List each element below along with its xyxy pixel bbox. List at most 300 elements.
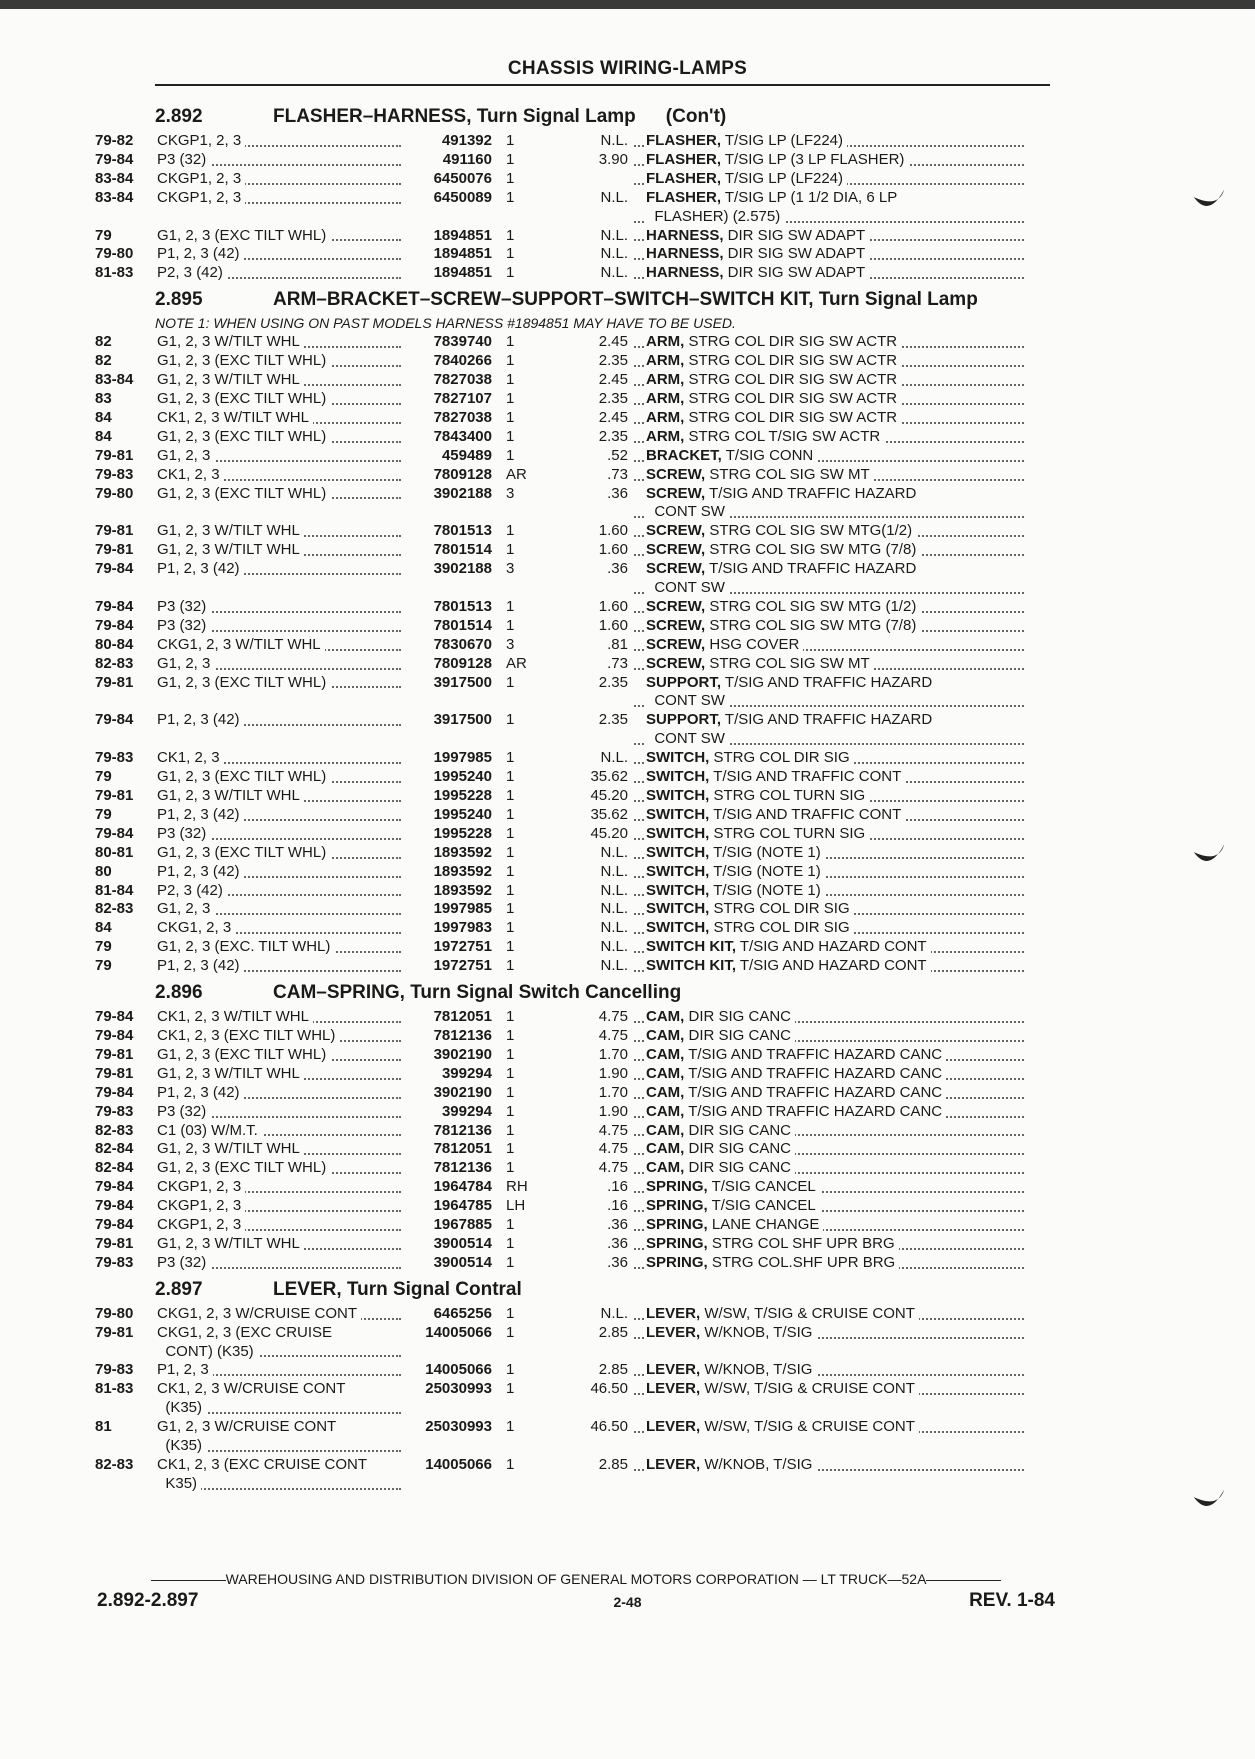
- price: 2.35: [598, 389, 628, 407]
- description-keyword: SWITCH,: [646, 843, 710, 861]
- description-detail: STRG COL SIG SW MT: [705, 654, 870, 672]
- part-number: 7830670: [433, 635, 492, 653]
- description-keyword: SWITCH,: [646, 749, 710, 767]
- section-number: 2.895: [155, 289, 203, 311]
- model-cell: [157, 1380, 407, 1418]
- section-title: [95, 289, 1055, 311]
- description-cell: [634, 1084, 1030, 1103]
- part-number: 1894851: [433, 245, 492, 263]
- description-cell: [634, 447, 1030, 466]
- description-text: [646, 1305, 919, 1322]
- quantity: 1: [506, 938, 515, 956]
- part-number: 25030993: [425, 1418, 492, 1436]
- model-year: 79-84: [95, 150, 134, 168]
- description-detail: DIR SIG CANC: [684, 1140, 792, 1158]
- model-cell: [157, 938, 407, 957]
- quantity: 1: [506, 1304, 515, 1322]
- description-text: [646, 806, 905, 823]
- model-cell: [157, 390, 407, 409]
- quantity: 1: [506, 408, 515, 426]
- part-number: 6450076: [433, 169, 492, 187]
- description-detail: STRG COL DIR SIG SW ACTR: [684, 333, 898, 351]
- model-text: G1, 2, 3 (EXC TILT WHL): [157, 1159, 330, 1176]
- part-number: 3902190: [433, 1083, 492, 1101]
- description-detail: T/SIG AND TRAFFIC HAZARD CANC: [684, 1064, 943, 1082]
- description-cell: [634, 409, 1030, 428]
- model-year: 84: [95, 919, 112, 937]
- quantity: 1: [506, 805, 515, 823]
- quantity: 1: [506, 264, 515, 282]
- table-row: [95, 522, 1055, 541]
- model-cell: [157, 227, 407, 246]
- model-cell: [157, 264, 407, 283]
- model-text: P3 (32): [157, 1103, 210, 1120]
- model-text: CKG1, 2, 3 (EXC CRUISE CONT) (K35): [157, 1323, 333, 1360]
- description-keyword: HARNESS,: [646, 264, 724, 282]
- model-cell: [157, 863, 407, 882]
- price: .36: [607, 1253, 628, 1271]
- description-detail: T/SIG (NOTE 1): [709, 843, 821, 861]
- model-cell: [157, 711, 407, 730]
- quantity: 1: [506, 1456, 515, 1473]
- section-heading-text: ARM–BRACKET–SCREW–SUPPORT–SWITCH–SWITCH KIT, Turn Signal Lamp: [273, 289, 978, 311]
- model-year: 83-84: [95, 371, 134, 389]
- price: 1.70: [598, 1083, 628, 1101]
- description-text: [646, 1159, 795, 1176]
- description-cell: [634, 1027, 1030, 1046]
- model-year: 79-84: [95, 711, 134, 729]
- description-text: [646, 1380, 919, 1397]
- description-text: [646, 768, 905, 785]
- table-row: [95, 674, 1055, 712]
- model-text: G1, 2, 3 W/TILT WHL: [157, 787, 304, 804]
- model-text: CKGP1, 2, 3: [157, 132, 245, 149]
- description-text: [646, 264, 869, 281]
- footer-division-text: WAREHOUSING AND DISTRIBUTION DIVISION OF GENERAL MOTORS CORPORATION — LT TRUCK—52A: [225, 1571, 927, 1587]
- section-heading-text: CAM–SPRING, Turn Signal Switch Cancelling: [273, 982, 682, 1004]
- table-row: [95, 132, 1055, 151]
- table-row: [95, 371, 1055, 390]
- model-year: 82-84: [95, 1159, 134, 1177]
- section-heading-text: LEVER, Turn Signal Contral: [273, 1278, 522, 1300]
- model-cell: [157, 352, 407, 371]
- price: 4.75: [598, 1008, 628, 1026]
- part-number: 7827038: [433, 408, 492, 426]
- description-text: [646, 1046, 946, 1063]
- part-number: 491392: [441, 132, 492, 149]
- description-keyword: ARM,: [646, 371, 685, 389]
- description-text: [646, 825, 869, 842]
- section-number: 2.896: [155, 982, 203, 1004]
- price: 35.62: [590, 805, 628, 823]
- description-keyword: CAM,: [646, 1026, 685, 1044]
- model-cell: [157, 1140, 407, 1159]
- table-row: [95, 541, 1055, 560]
- part-number: 14005066: [425, 1361, 492, 1379]
- quantity: 1: [506, 616, 515, 634]
- description-keyword: SCREW,: [646, 635, 706, 653]
- description-detail: W/KNOB, T/SIG: [700, 1456, 813, 1473]
- part-number: 1893592: [433, 881, 492, 899]
- description-detail: W/SW, T/SIG & CRUISE CONT: [700, 1418, 915, 1436]
- description-keyword: ARM,: [646, 352, 685, 370]
- description-cell: [634, 560, 1030, 598]
- model-text: CKGP1, 2, 3: [157, 1197, 245, 1214]
- quantity: RH: [506, 1178, 528, 1196]
- model-year: 79-83: [95, 1253, 134, 1271]
- part-number: 7827107: [433, 389, 492, 407]
- description-cell: [634, 957, 1030, 976]
- price: .81: [607, 635, 628, 653]
- description-text: [646, 1418, 919, 1435]
- model-text: G1, 2, 3 W/TILT WHL: [157, 333, 304, 350]
- model-cell: [157, 1065, 407, 1084]
- description-text: [646, 390, 901, 407]
- part-number: 3900514: [433, 1253, 492, 1271]
- description-detail: T/SIG LP (1 1/2 DIA, 6 LP FLASHER) (2.575): [654, 188, 898, 225]
- table-row: [95, 1103, 1055, 1122]
- model-text: P1, 2, 3 (42): [157, 711, 244, 728]
- table-row: [95, 806, 1055, 825]
- description-cell: [634, 428, 1030, 447]
- part-number: 3902188: [433, 484, 492, 502]
- description-cell: [634, 711, 1030, 749]
- table-row: [95, 1235, 1055, 1254]
- part-number: 1893592: [433, 862, 492, 880]
- table-row: [95, 617, 1055, 636]
- price: 2.35: [598, 673, 628, 691]
- description-detail: T/SIG AND HAZARD CONT: [736, 938, 927, 956]
- part-number: 1995240: [433, 805, 492, 823]
- description-detail: W/SW, T/SIG & CRUISE CONT: [700, 1380, 915, 1398]
- quantity: 1: [506, 169, 515, 187]
- description-detail: STRG COL SIG SW MTG (1/2): [705, 597, 917, 615]
- description-cell: [634, 352, 1030, 371]
- table-row: [95, 390, 1055, 409]
- model-year: 79-81: [95, 446, 134, 464]
- description-detail: W/KNOB, T/SIG: [700, 1361, 813, 1379]
- part-number: 3917500: [433, 673, 492, 691]
- description-cell: [634, 1197, 1030, 1216]
- table-row: [95, 170, 1055, 189]
- price: 4.75: [598, 1140, 628, 1158]
- part-number: 3902188: [433, 560, 492, 578]
- description-cell: [634, 1456, 1030, 1475]
- description-keyword: ARM,: [646, 389, 685, 407]
- table-row: [95, 151, 1055, 170]
- model-year: 79-84: [95, 824, 134, 842]
- model-year: 79-84: [95, 597, 134, 615]
- model-text: CK1, 2, 3 W/TILT WHL: [157, 1008, 313, 1025]
- section-heading: [273, 289, 1055, 311]
- description-keyword: SCREW,: [646, 541, 706, 559]
- table-row: [95, 655, 1055, 674]
- table-row: [95, 844, 1055, 863]
- model-text: G1, 2, 3 (EXC TILT WHL): [157, 1046, 330, 1063]
- price: .73: [607, 654, 628, 672]
- description-cell: [634, 806, 1030, 825]
- section-heading-text: FLASHER–HARNESS, Turn Signal Lamp: [273, 106, 636, 127]
- description-keyword: SWITCH,: [646, 881, 710, 899]
- price: 1.90: [598, 1102, 628, 1120]
- table-row: [95, 1178, 1055, 1197]
- description-keyword: SPRING,: [646, 1197, 708, 1215]
- description-keyword: LEVER,: [646, 1304, 701, 1322]
- model-text: P3 (32): [157, 617, 210, 634]
- description-cell: [634, 768, 1030, 787]
- description-detail: STRG COL DIR SIG SW ACTR: [684, 408, 898, 426]
- model-text: G1, 2, 3: [157, 900, 214, 917]
- description-cell: [634, 522, 1030, 541]
- description-cell: [634, 900, 1030, 919]
- model-cell: [157, 466, 407, 485]
- model-text: CK1, 2, 3 (EXC TILT WHL): [157, 1027, 339, 1044]
- price: N.L.: [600, 900, 628, 918]
- model-cell: [157, 245, 407, 264]
- description-keyword: SCREW,: [646, 522, 706, 540]
- quantity: 3: [506, 635, 515, 653]
- model-cell: [157, 844, 407, 863]
- model-text: P2, 3 (42): [157, 882, 227, 899]
- description-keyword: CAM,: [646, 1045, 685, 1063]
- part-number: 7812136: [433, 1026, 492, 1044]
- model-year: 79-80: [95, 1304, 134, 1322]
- description-detail: STRG COL SIG SW MTG (7/8): [705, 541, 917, 559]
- model-text: G1, 2, 3 W/TILT WHL: [157, 1065, 304, 1082]
- model-year: 79-84: [95, 1178, 134, 1196]
- description-text: [646, 466, 874, 483]
- model-year: 79: [95, 805, 112, 823]
- quantity: LH: [506, 1197, 526, 1215]
- description-keyword: BRACKET,: [646, 446, 722, 464]
- quantity: 1: [506, 881, 515, 899]
- description-text: [646, 1122, 795, 1139]
- part-number: 1995240: [433, 768, 492, 786]
- model-text: P1, 2, 3 (42): [157, 560, 244, 577]
- description-text: [646, 245, 869, 262]
- quantity: 1: [506, 188, 515, 206]
- price: 2.85: [598, 1361, 628, 1379]
- part-number: 399294: [441, 1064, 492, 1082]
- price: 46.50: [590, 1418, 628, 1436]
- price: N.L.: [600, 919, 628, 937]
- model-year: 81-83: [95, 1380, 134, 1398]
- model-cell: [157, 1197, 407, 1216]
- model-text: CKGP1, 2, 3: [157, 189, 245, 206]
- model-text: CKG1, 2, 3 W/CRUISE CONT: [157, 1305, 361, 1322]
- model-year: 82: [95, 333, 112, 351]
- description-cell: [634, 1008, 1030, 1027]
- table-row: [95, 1027, 1055, 1046]
- description-detail: STRG COL SIG SW MTG (7/8): [705, 616, 917, 634]
- model-text: P3 (32): [157, 598, 210, 615]
- model-cell: [157, 655, 407, 674]
- description-keyword: CAM,: [646, 1083, 685, 1101]
- quantity: 1: [506, 1064, 515, 1082]
- table-row: [95, 825, 1055, 844]
- description-keyword: FLASHER,: [646, 132, 721, 149]
- description-keyword: FLASHER,: [646, 188, 721, 206]
- model-text: P1, 2, 3 (42): [157, 957, 244, 974]
- model-year: 81: [95, 1418, 112, 1436]
- table-row: [95, 1046, 1055, 1065]
- model-year: 83: [95, 389, 112, 407]
- description-text: [646, 674, 932, 710]
- description-keyword: SPRING,: [646, 1216, 708, 1234]
- description-detail: DIR SIG CANC: [684, 1159, 792, 1177]
- model-text: CKGP1, 2, 3: [157, 1216, 245, 1233]
- quantity: 1: [506, 1380, 515, 1398]
- section-number: 2.892: [155, 106, 203, 127]
- table-row: [95, 768, 1055, 787]
- model-cell: [157, 1103, 407, 1122]
- description-keyword: SPRING,: [646, 1178, 708, 1196]
- description-detail: DIR SIG SW ADAPT: [723, 264, 866, 282]
- model-year: 80-81: [95, 843, 134, 861]
- model-year: 82-83: [95, 900, 134, 918]
- model-text: P1, 2, 3 (42): [157, 245, 244, 262]
- description-keyword: SCREW,: [646, 616, 706, 634]
- table-row: [95, 466, 1055, 485]
- model-cell: [157, 1324, 407, 1362]
- part-number: 7812136: [433, 1159, 492, 1177]
- description-keyword: SWITCH,: [646, 900, 710, 918]
- price: N.L.: [600, 1304, 628, 1322]
- description-text: [646, 333, 901, 350]
- model-year: 79-81: [95, 1045, 134, 1063]
- description-keyword: HARNESS,: [646, 245, 724, 263]
- model-cell: [157, 674, 407, 693]
- description-text: [646, 151, 908, 168]
- model-cell: [157, 636, 407, 655]
- description-keyword: FLASHER,: [646, 150, 721, 168]
- description-detail: STRG COL TURN SIG: [709, 787, 866, 804]
- description-detail: T/SIG AND TRAFFIC HAZARD CONT SW: [654, 673, 933, 710]
- table-row: [95, 428, 1055, 447]
- model-text: G1, 2, 3: [157, 655, 214, 672]
- part-number: 7843400: [433, 427, 492, 445]
- footer-revision: REV. 1-84: [969, 1590, 1055, 1611]
- quantity: 1: [506, 1216, 515, 1234]
- price: .36: [607, 1216, 628, 1234]
- price: .36: [607, 484, 628, 502]
- description-keyword: SWITCH,: [646, 862, 710, 880]
- model-text: G1, 2, 3 W/TILT WHL: [157, 522, 304, 539]
- model-year: 84: [95, 408, 112, 426]
- description-text: [646, 227, 869, 244]
- binder-hole-icon: [1190, 835, 1228, 873]
- price: 1.60: [598, 616, 628, 634]
- price: 2.35: [598, 711, 628, 729]
- description-text: [646, 919, 854, 936]
- description-detail: T/SIG LP (LF224): [721, 169, 843, 187]
- part-number: 7801513: [433, 597, 492, 615]
- model-text: C1 (03) W/M.T.: [157, 1122, 262, 1139]
- price: N.L.: [600, 226, 628, 244]
- description-text: [646, 447, 817, 464]
- description-detail: HSG COVER: [705, 635, 800, 653]
- description-text: [646, 1027, 795, 1044]
- part-number: 491160: [442, 150, 492, 168]
- model-year: 79-80: [95, 484, 134, 502]
- price: 1.60: [598, 522, 628, 540]
- part-number: 7801513: [433, 522, 492, 540]
- model-cell: [157, 541, 407, 560]
- description-text: [646, 371, 901, 388]
- description-cell: [634, 787, 1030, 806]
- part-number: 1995228: [433, 824, 492, 842]
- description-detail: T/SIG AND HAZARD CONT: [736, 957, 927, 975]
- model-year: 80-84: [95, 635, 134, 653]
- model-text: G1, 2, 3 W/TILT WHL: [157, 541, 304, 558]
- model-cell: [157, 428, 407, 447]
- model-year: 80: [95, 862, 112, 880]
- description-cell: [634, 1216, 1030, 1235]
- table-row: [95, 1197, 1055, 1216]
- price: N.L.: [600, 132, 628, 149]
- description-detail: STRG COL SIG SW MT: [705, 465, 870, 483]
- description-cell: [634, 1254, 1030, 1273]
- model-text: G1, 2, 3 (EXC TILT WHL): [157, 352, 330, 369]
- description-cell: [634, 1418, 1030, 1437]
- description-text: [646, 844, 825, 861]
- price: 2.35: [598, 352, 628, 370]
- description-cell: [634, 1380, 1030, 1399]
- model-text: P3 (32): [157, 151, 210, 168]
- description-keyword: SCREW,: [646, 465, 706, 483]
- part-number: 399294: [441, 1102, 492, 1120]
- quantity: 1: [506, 1121, 515, 1139]
- description-cell: [634, 371, 1030, 390]
- part-number: 1997983: [433, 919, 492, 937]
- table-row: [95, 264, 1055, 283]
- description-text: [646, 1361, 816, 1378]
- model-year: 79-81: [95, 1323, 134, 1341]
- part-number: 459489: [441, 446, 492, 464]
- description-keyword: CAM,: [646, 1121, 685, 1139]
- description-keyword: SUPPORT,: [646, 711, 722, 729]
- footer-dash-left: [151, 1580, 226, 1581]
- description-detail: T/SIG AND TRAFFIC CONT: [709, 768, 902, 786]
- description-keyword: CAM,: [646, 1159, 685, 1177]
- quantity: 1: [506, 352, 515, 370]
- description-cell: [634, 1235, 1030, 1254]
- description-cell: [634, 132, 1030, 151]
- model-year: 79-84: [95, 616, 134, 634]
- description-detail: STRG COL.SHF UPR BRG: [707, 1253, 896, 1271]
- quantity: 1: [506, 541, 515, 559]
- part-number: 1894851: [433, 264, 492, 282]
- quantity: 3: [506, 484, 515, 502]
- description-detail: STRG COL DIR SIG: [709, 900, 850, 918]
- description-keyword: ARM,: [646, 408, 685, 426]
- table-row: [95, 1216, 1055, 1235]
- description-keyword: LEVER,: [646, 1380, 701, 1398]
- description-detail: T/SIG AND TRAFFIC HAZARD CONT SW: [654, 711, 933, 748]
- quantity: 1: [506, 427, 515, 445]
- description-cell: [634, 333, 1030, 352]
- description-detail: STRG COL DIR SIG SW ACTR: [684, 371, 898, 389]
- binder-hole-icon: [1190, 1480, 1228, 1518]
- model-text: G1, 2, 3 W/TILT WHL: [157, 1235, 304, 1252]
- description-text: [646, 541, 920, 558]
- quantity: AR: [506, 654, 527, 672]
- footer-dash-right: [926, 1580, 1001, 1581]
- price: N.L.: [600, 938, 628, 956]
- model-text: G1, 2, 3 (EXC TILT WHL): [157, 844, 330, 861]
- table-row: [95, 1122, 1055, 1141]
- part-number: 1894851: [433, 226, 492, 244]
